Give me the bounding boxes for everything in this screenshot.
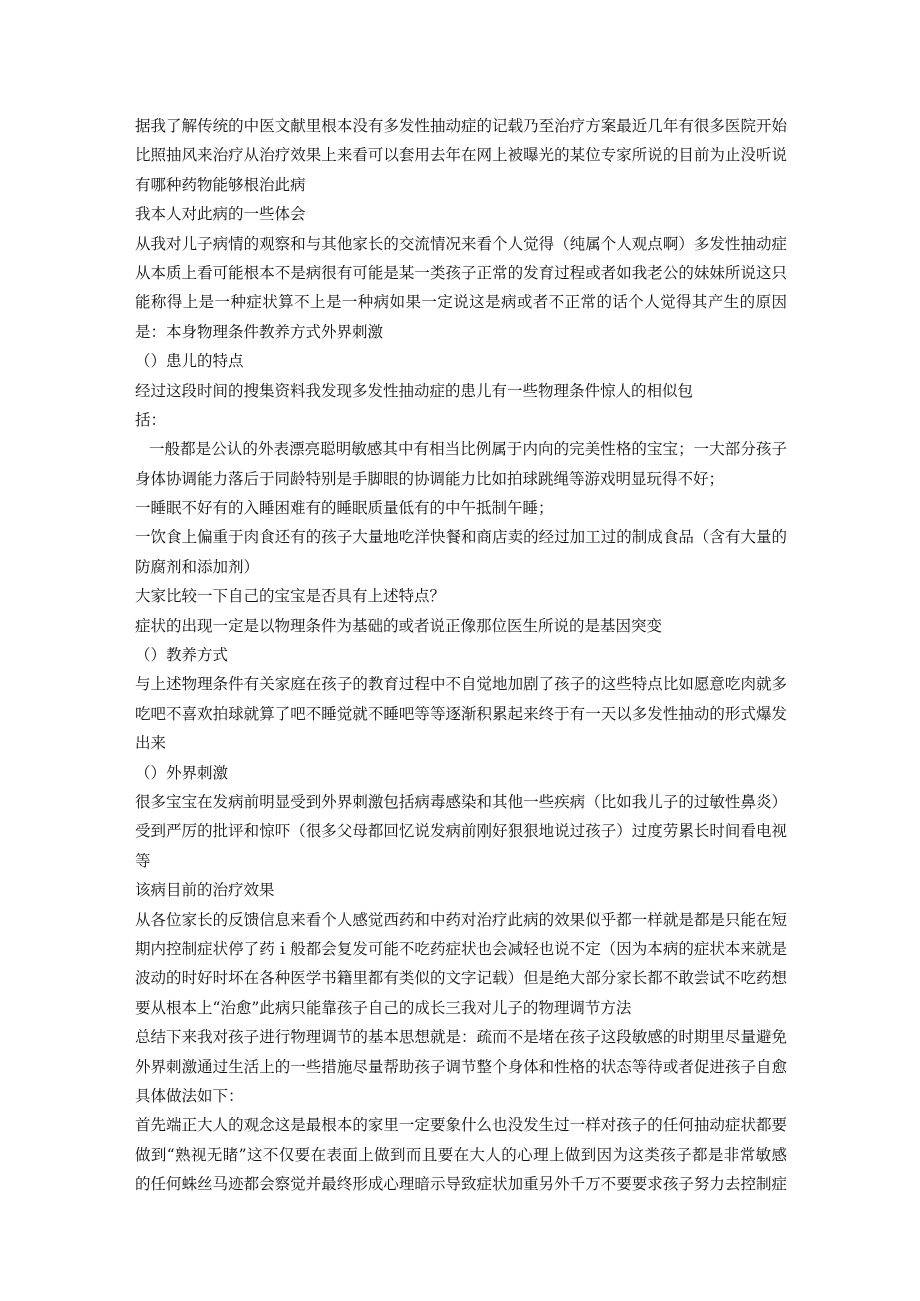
text-line: （）外界刺激 xyxy=(135,763,229,782)
text-line: 能称得上是一种症状算不上是一种病如果一定说这是病或者不正常的话个人觉得其产生的原因 xyxy=(135,293,787,312)
text-line: 外界刺激通过生活上的一些措施尽量帮助孩子调节整个身体和性格的状态等待或者促进孩子自愈 xyxy=(135,1057,787,1076)
text-line: 是：本身物理条件教养方式外界刺激 xyxy=(135,322,384,341)
text-line: 有哪种药物能够根治此病 xyxy=(135,175,306,194)
text-line: 我本人对此病的一些体会 xyxy=(135,205,306,224)
text-line: 波动的时好时坏在各种医学书籍里都有类似的文字记载）但是绝大部分家长都不敢尝试不吃药想 xyxy=(135,969,787,988)
text-line: 从我对儿子病情的观察和与其他家长的交流情况来看个人觉得（纯属个人观点啊）多发性抽动症 xyxy=(135,234,787,253)
text-line: 一般都是公认的外表漂亮聪明敏感其中有相当比例属于内向的完美性格的宝宝；一大部分孩子 xyxy=(149,440,787,459)
text-line: 与上述物理条件有关家庭在孩子的教育过程中不自觉地加剧了孩子的这些特点比如愿意吃肉就多 xyxy=(135,675,787,694)
text-line: 身体协调能力落后于同龄特别是手脚眼的协调能力比如拍球跳绳等游戏明显玩得不好； xyxy=(135,469,725,488)
text-line: 等 xyxy=(135,851,151,870)
text-line: 出来 xyxy=(135,734,167,753)
text-line: 括： xyxy=(135,410,167,429)
text-line: 首先端正大人的观念这是最根本的家里一定要象什么也没发生过一样对孩子的任何抽动症状都要 xyxy=(135,1116,787,1135)
text-line: 大家比较一下自己的宝宝是否具有上述特点？ xyxy=(135,587,446,606)
text-line: 症状的出现一定是以物理条件为基础的或者说正像那位医生所说的是基因突变 xyxy=(135,616,663,635)
text-line: 比照抽风来治疗从治疗效果上来看可以套用去年在网上被曝光的某位专家所说的目前为止没听说 xyxy=(135,146,787,165)
text-line: 吃吧不喜欢拍球就算了吧不睡觉就不睡吧等等逐渐积累起来终于有一天以多发性抽动的形式爆发 xyxy=(135,704,787,723)
text-line: （）患儿的特点 xyxy=(135,352,244,371)
text-line: （）教养方式 xyxy=(135,646,229,665)
text-line: 做到“熟视无睹”这不仅要在表面上做到而且要在大人的心理上做到因为这类孩子都是非常敏感 xyxy=(135,1145,787,1164)
text-line: 很多宝宝在发病前明显受到外界刺激包括病毒感染和其他一些疾病（比如我儿子的过敏性鼻炎） xyxy=(135,792,787,811)
text-line: 从本质上看可能根本不是病很有可能是某一类孩子正常的发育过程或者如我老公的妹妹所说这只 xyxy=(135,263,787,282)
text-line: 据我了解传统的中医文献里根本没有多发性抽动症的记载乃至治疗方案最近几年有很多医院开始 xyxy=(135,117,787,135)
text-line: 该病目前的治疗效果 xyxy=(135,881,275,900)
document-body xyxy=(135,112,787,1199)
text-line: 总结下来我对孩子进行物理调节的基本思想就是：疏而不是堵在孩子这段敏感的时期里尽量避免 xyxy=(135,1028,787,1047)
text-line: 受到严厉的批评和惊吓（很多父母都回忆说发病前刚好狠狠地说过孩子）过度劳累长时间看电视 xyxy=(135,822,787,841)
text-line: 具体做法如下： xyxy=(135,1086,244,1105)
text-line: 要从根本上“治愈”此病只能靠孩子自己的成长三我对儿子的物理调节方法 xyxy=(135,998,632,1017)
text-line: 期内控制症状停了药ｉ般都会复发可能不吃药症状也会减轻也说不定（因为本病的症状本来就是 xyxy=(135,939,787,958)
text-line: 的任何蛛丝马迹都会察觉并最终形成心理暗示导致症状加重另外千万不要要求孩子努力去控制症 xyxy=(135,1175,787,1194)
text-line: 经过这段时间的搜集资料我发现多发性抽动症的患儿有一些物理条件惊人的相似包 xyxy=(135,381,694,400)
text-line: 一饮食上偏重于肉食还有的孩子大量地吃洋快餐和商店卖的经过加工过的制成食品（含有大量的 xyxy=(135,528,787,547)
text-line: 从各位家长的反馈信息来看个人感觉西药和中药对治疗此病的效果似乎都一样就是都是只能在短 xyxy=(135,910,787,929)
text-line: 防腐剂和添加剂） xyxy=(135,557,260,576)
text-line: 一睡眠不好有的入睡困难有的睡眠质量低有的中午抵制午睡； xyxy=(135,499,554,518)
